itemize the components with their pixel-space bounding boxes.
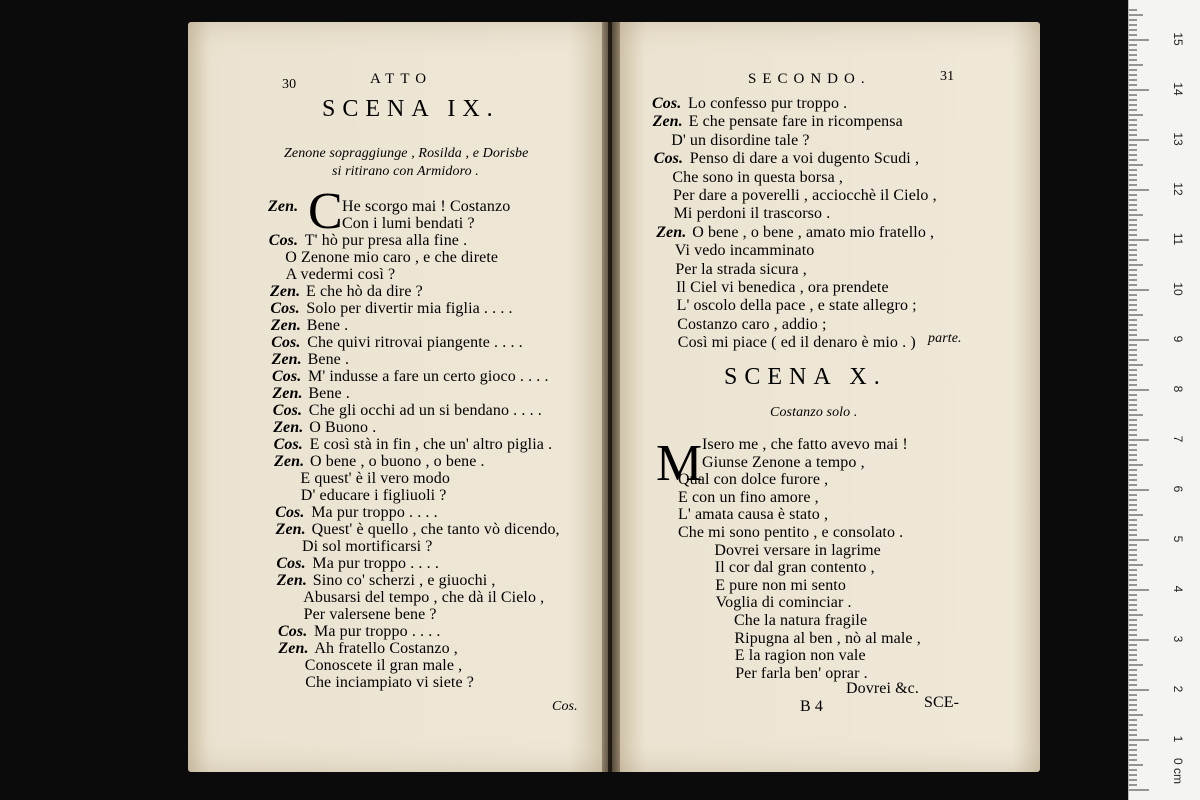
right-line-5-text: Per dare a poverelli , acciocchè il Cielo ,	[673, 187, 937, 204]
catchword-left: Cos.	[552, 699, 578, 714]
left-line-27-text: Conoscete il gran male ,	[304, 657, 463, 674]
left-line-6-speaker: Cos.	[270, 300, 300, 317]
right-line-1-speaker: Zen.	[652, 113, 683, 131]
monologue-line-13: Per farla ben' oprar .	[735, 664, 868, 682]
ruler-label-8: 8	[1171, 385, 1185, 393]
left-line-8-text: Che quivi ritrovai piangente . . . .	[307, 334, 523, 351]
dropcap-right: M	[656, 435, 703, 492]
left-line-11-text: Bene .	[308, 385, 350, 402]
right-line-7-text: O bene , o bene , amato mio fratello ,	[692, 223, 935, 241]
left-line-7-text: Bene .	[306, 317, 349, 334]
right-line-12-text: Costanzo caro , addio ;	[677, 315, 827, 333]
right-line-0-speaker: Cos.	[652, 95, 682, 112]
left-line-9-text: Bene .	[307, 351, 350, 368]
left-line-20-text: Di sol mortificarsi ?	[302, 538, 433, 555]
catchword-right: SCE-	[924, 694, 960, 711]
left-line-16-text: E quest' è il vero modo	[300, 470, 450, 487]
left-line-13-speaker: Zen.	[273, 419, 304, 436]
ruler-label-0: 0 cm	[1171, 757, 1185, 784]
ruler-label-2: 2	[1171, 685, 1185, 693]
left-line-13-text: O Buono .	[309, 419, 377, 436]
right-line-1-text: E che pensate fare in ricompensa	[688, 113, 903, 131]
running-head-right: SECONDO.	[748, 71, 871, 87]
left-line-18-text: Ma pur troppo . . . .	[311, 504, 438, 521]
left-line-7-speaker: Zen.	[270, 317, 301, 334]
left-line-10-text: M' indusse a fare un certo gioco . . . .	[308, 368, 549, 385]
ruler-label-3: 3	[1171, 635, 1185, 643]
monologue-line-2: Qual con dolce furore ,	[678, 471, 829, 489]
left-line-0-text: He scorgo mai ! Costanzo	[342, 198, 511, 215]
monologue-line-7: Il cor dal gran contento ,	[714, 559, 875, 577]
page-number-right: 31	[940, 69, 955, 84]
scene-title-right: SCENA X.	[724, 364, 887, 390]
left-line-19-text: Quest' è quello , che tanto vò dicendo,	[311, 521, 560, 538]
left-line-21-text: Ma pur troppo . . . .	[312, 555, 439, 572]
monologue-line-12: E la ragion non vale	[734, 647, 866, 665]
left-line-15-text: O bene , o buono , o bene .	[310, 453, 485, 470]
left-line-14-speaker: Cos.	[273, 436, 303, 453]
ruler-label-12: 12	[1171, 182, 1185, 196]
monologue-line-8: E pure non mi sento	[715, 576, 846, 594]
left-line-21-speaker: Cos.	[276, 555, 306, 572]
left-line-18-speaker: Cos.	[275, 504, 305, 521]
monologue-line-3: E con un fino amore ,	[678, 488, 819, 506]
book-gutter	[602, 22, 620, 772]
right-line-4-text: Che sono in questa borsa ,	[672, 168, 843, 186]
left-line-12-speaker: Cos.	[272, 402, 303, 419]
right-line-13-text: Così mi piace ( ed il denaro è mio . )	[677, 334, 916, 352]
left-line-19-speaker: Zen.	[275, 521, 306, 538]
right-line-3-speaker: Cos.	[653, 150, 684, 168]
ruler-label-15: 15	[1171, 32, 1185, 46]
left-line-26-text: Ah fratello Costanzo ,	[314, 640, 458, 657]
right-line-2-text: D' un disordine tale ?	[671, 131, 810, 149]
left-line-12-text: Che gli occhi ad un si bendano . . . .	[308, 402, 542, 419]
left-line-6-text: Solo per divertir mia figlia . . . .	[306, 300, 513, 317]
right-line-3-text: Penso di dare a voi dugento Scudi ,	[689, 150, 920, 168]
right-line-0-text: Lo confesso pur troppo .	[688, 95, 848, 112]
left-line-2-text: T' hò pur presa alla fine .	[304, 232, 468, 249]
right-line-7-speaker: Zen.	[656, 223, 687, 241]
ruler-label-13: 13	[1171, 132, 1185, 146]
monologue-line-10: Che la natura fragile	[734, 612, 868, 629]
left-line-2-speaker: Cos.	[268, 232, 299, 249]
ruler-label-1: 1	[1171, 735, 1185, 743]
left-line-14-text: E così stà in fin , che un' altro piglia .	[309, 436, 553, 453]
right-line-8-text: Vi vedo incamminato	[674, 242, 815, 260]
measuring-ruler	[1128, 0, 1200, 800]
left-line-5-text: E che hò da dire ?	[306, 283, 423, 300]
stage-direction-left-2: si ritirano con Armidoro .	[332, 164, 479, 179]
stage-direction-right: Costanzo solo .	[770, 405, 858, 420]
ruler-label-6: 6	[1171, 485, 1185, 493]
ruler-ticks	[1129, 0, 1200, 800]
left-line-22-text: Sino co' scherzi , e giuochi ,	[312, 572, 496, 589]
left-line-23-text: Abusarsi del tempo , che dà il Cielo ,	[303, 589, 545, 606]
page-number-left: 30	[282, 77, 297, 92]
left-line-17-text: D' educare i figliuoli ?	[300, 487, 447, 504]
right-line-6-text: Mi perdoni il trascorso .	[673, 205, 831, 223]
ruler-label-4: 4	[1171, 585, 1185, 593]
monologue-line-9: Voglia di cominciar .	[715, 594, 852, 612]
stage-direction-left-1: Zenone sopraggiunge , Rosilda , e Dorisbe	[284, 146, 529, 161]
ruler-label-5: 5	[1171, 535, 1185, 543]
ruler-label-9: 9	[1171, 335, 1185, 343]
left-line-0-speaker: Zen.	[268, 198, 299, 215]
monologue-line-1: Giunse Zenone a tempo ,	[702, 453, 865, 471]
right-line-11-text: L' oscolo della pace , e state allegro ;	[676, 297, 917, 315]
left-line-5-speaker: Zen.	[270, 283, 301, 300]
left-line-15-speaker: Zen.	[274, 453, 305, 470]
exit-note: parte.	[928, 331, 962, 346]
dropcap-left: C	[308, 183, 343, 240]
ruler-label-10: 10	[1171, 282, 1185, 296]
right-line-9-text: Per la strada sicura ,	[675, 260, 807, 278]
monologue-line-5: Che mi sono pentito , e consolato .	[678, 524, 904, 541]
left-line-25-text: Ma pur troppo . . . .	[314, 623, 441, 640]
running-head-left: ATTO	[370, 71, 433, 87]
left-line-26-speaker: Zen.	[278, 640, 309, 657]
left-line-3-text: O Zenone mio caro , e che direte	[285, 249, 499, 266]
left-line-25-speaker: Cos.	[278, 623, 308, 640]
scene-title-left: SCENA IX.	[322, 96, 500, 122]
left-line-9-speaker: Zen.	[271, 351, 302, 368]
left-line-24-text: Per valersene bene ?	[303, 606, 437, 623]
monologue-line-11: Ripugna al ben , nò al male ,	[734, 629, 921, 647]
monologue-line-0: Isero me , che fatto avevo mai !	[702, 436, 908, 453]
left-line-11-speaker: Zen.	[272, 385, 303, 402]
ruler-label-14: 14	[1171, 82, 1185, 96]
right-line-10-text: Il Ciel vi benedica , ora prendete	[676, 279, 889, 296]
left-line-28-text: Che inciampiato vi siete ?	[305, 674, 474, 691]
monologue-line-6: Dovrei versare in lagrime	[714, 541, 881, 559]
left-line-1-text: Con i lumi bendati ?	[342, 215, 475, 232]
ruler-label-11: 11	[1171, 232, 1185, 246]
left-line-22-speaker: Zen.	[276, 572, 307, 589]
left-line-4-text: A vedermi così ?	[285, 266, 396, 283]
refrain: Dovrei &c.	[846, 680, 919, 697]
signature-mark: B 4	[800, 698, 823, 715]
left-line-8-speaker: Cos.	[271, 334, 301, 351]
ruler-label-7: 7	[1171, 435, 1185, 443]
left-line-10-speaker: Cos.	[272, 368, 302, 385]
monologue-line-4: L' amata causa è stato ,	[678, 506, 829, 524]
